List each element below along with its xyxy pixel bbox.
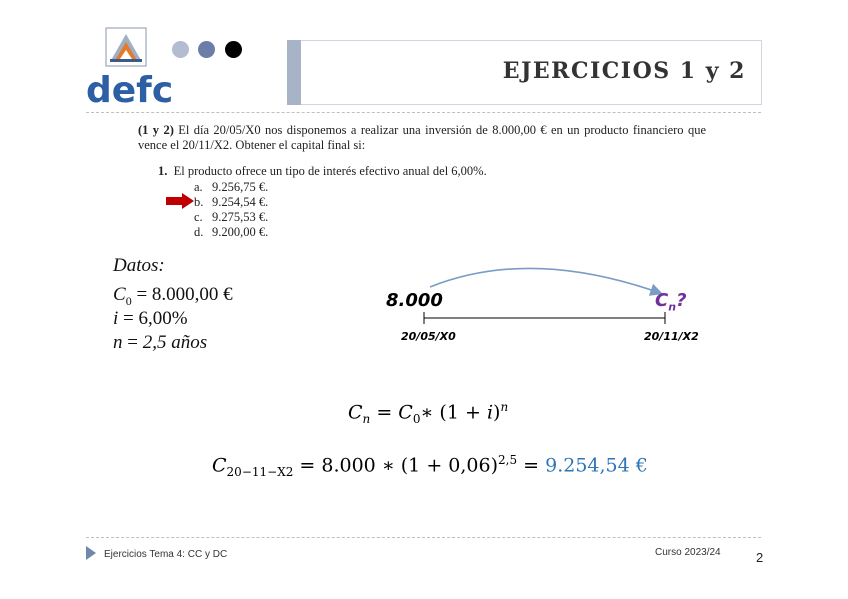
result-value: 9.254,54 € [545,454,648,477]
option-b: b. 9.254,54 €. [194,195,269,209]
question-number: 1. [158,164,168,178]
option-c: c. 9.275,53 €. [194,210,269,224]
course-label: Curso 2023/24 [655,547,721,558]
question-1 [158,164,487,179]
problem-statement [138,123,706,153]
correct-answer-arrow-icon [166,193,194,214]
calculation-formula: $C_{20-11-X2} = 8.000$ ∗ $(1 + 0,06)^{2,5} = 9.254,54$ € [212,453,648,480]
title-accent [287,40,301,105]
timeline-end-date: 20/11/X2 [644,330,699,343]
decor-dot-light [172,41,189,58]
page-number: 2 [756,550,764,565]
decor-dot-mid [198,41,215,58]
datos-heading: Datos: [113,255,165,276]
header-divider [86,112,761,113]
problem-text: El día 20/05/X0 nos disponemos a realizar una inversión de 8.000,00 € en un producto financiero que vence el 20/11/X2. Obtener el capital final si: [138,123,707,152]
timeline-end-label: $C_n$? [655,290,687,314]
defc-logo [84,26,194,110]
logo-wordmark: defc [86,70,174,110]
footer-text: Ejercicios Tema 4: CC y DC [104,549,228,560]
decor-dot-dark [225,41,242,58]
datos-c0: $C_0 = 8.000,00$ € [113,284,233,308]
timeline-start-amount: 8.000 [386,290,443,311]
datos-n: n = 2,5 años [113,332,208,353]
datos-i: i = 6,00% [113,308,188,329]
question-text: El producto ofrece un tipo de interés efectivo anual del 6,00%. [173,164,487,178]
option-d: d. 9.200,00 €. [194,225,269,239]
footer-divider [86,537,761,538]
option-a: a. 9.256,75 €. [194,180,269,194]
problem-prefix: (1 y 2) [138,123,174,137]
timeline-arc [430,268,660,293]
timeline-start-date: 20/05/X0 [401,330,456,343]
page-title: EJERCICIOS 1 y 2 [502,58,746,84]
footer-arrow-icon [86,546,96,560]
general-formula: $C_n$ = $C_0∗$ $(1 + i)^n$ [348,400,509,427]
